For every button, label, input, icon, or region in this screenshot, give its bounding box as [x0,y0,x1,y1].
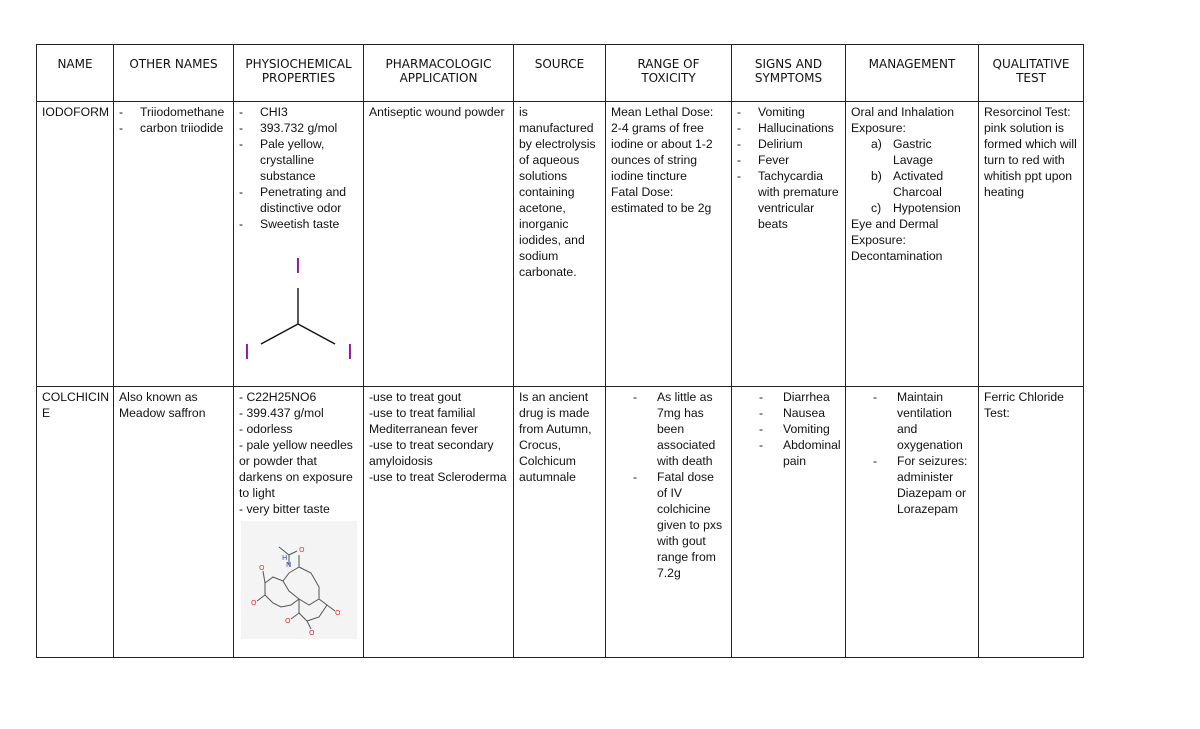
list-item [871,200,973,216]
list-item: - Delirium [737,136,840,152]
ring-bonds [265,567,319,607]
iodine-atom-label: I [295,254,301,278]
iodoform-signs-and-symptoms [732,102,846,387]
colchicine-range-of-toxicity [606,387,732,658]
pharma-line: -use to treat Scleroderma [369,470,507,484]
header-row [37,45,1084,102]
iodoform-range-of-toxicity [606,102,732,387]
colchicine-management-list [873,389,973,517]
list-item [871,168,973,200]
list-item: - CHI3 [239,104,358,120]
pharma-line: -use to treat secondary amyloidosis [369,438,494,468]
iodoform-management-list [851,136,973,216]
iodoform-row [37,102,1084,387]
list-marker: c) [871,201,882,215]
iodoform-name: IODOFORM [37,102,114,387]
list-marker: a) [871,137,882,151]
colchicine-name: COLCHICIN E [37,387,114,658]
iodoform-structure-diagram [239,246,363,366]
property-line: - odorless [239,422,293,436]
colchicine-source: Is an ancient drug is made from Autumn, Crocus, Colchicum autumnale [514,387,606,658]
list-item: - Pale yellow, crystalline substance [239,136,358,184]
oxygen-atom-label: O [299,546,305,554]
colchicine-pharmacologic-application [364,387,514,658]
list-item: - Vomiting [759,421,840,437]
bond-line [291,613,299,619]
header-pharmacologic-application: PHARMACOLOGIC APPLICATION [364,45,514,102]
toxicology-table [36,44,1084,658]
oxygen-atom-label: O [259,564,265,572]
property-line: - C22H25NO6 [239,390,317,404]
property-line: - 399.437 g/mol [239,406,324,420]
list-item: - Maintain ventilation and oxygenation [873,389,973,453]
list-item: - For seizures: administer Diazepam or Lorazepam [873,453,973,517]
oxygen-atom-label: O [335,609,341,617]
list-item-text: Hypotension [893,201,961,215]
oxygen-atom-label: O [285,617,291,625]
list-item: - carbon triiodide [119,120,228,136]
list-item-text: Activated Charcoal [893,169,944,199]
iodoform-properties-list [239,104,358,232]
list-item: - Fever [737,152,840,168]
list-item: - As little as 7mg has been associated with death [633,389,726,469]
toxicity-line: estimated to be 2g [611,201,712,215]
list-item: - 393.732 g/mol [239,120,358,136]
toxicity-line: 2-4 grams of free iodine or about 1-2 ounces of string iodine tincture [611,121,713,183]
colchicine-toxicity-list [633,389,726,581]
colchicine-qualitative-test: Ferric Chloride Test: [979,387,1084,658]
bond-line [283,573,289,581]
list-item: - Nausea [759,405,840,421]
iodoform-management [846,102,979,387]
pharma-line: -use to treat gout [369,390,462,404]
colchicine-row [37,387,1084,658]
list-item: - Diarrhea [759,389,840,405]
iodoform-properties [234,102,364,387]
header-name: NAME [37,45,114,102]
header-qualitative-test: QUALITATIVE TEST [979,45,1084,102]
list-item-text: Gastric Lavage [893,137,933,167]
list-item: - Sweetish taste [239,216,358,232]
header-range-of-toxicity: RANGE OF TOXICITY [606,45,732,102]
list-item: - Tachycardia with premature ventricular beats [737,168,840,232]
management-heading: Oral and Inhalation Exposure: [851,105,954,135]
header-other-names: OTHER NAMES [114,45,234,102]
colchicine-signs-list [759,389,840,469]
iodoform-other-names-list [119,104,228,136]
management-heading: Eye and Dermal Exposure: [851,217,939,247]
header-management: MANAGEMENT [846,45,979,102]
list-item [871,136,973,168]
bond-line [298,324,335,344]
colchicine-properties [234,387,364,658]
pharma-line: -use to treat familial Mediterranean fever [369,406,479,436]
toxicity-line: Mean Lethal Dose: [611,105,714,119]
list-item: - Triiodomethane [119,104,228,120]
property-line: - very bitter taste [239,502,330,516]
list-item: - Fatal dose of IV colchicine given to pxs with gout range from 7.2g [633,469,726,581]
colchicine-other-names: Also known as Meadow saffron [114,387,234,658]
iodine-atom-label: I [347,340,353,364]
oxygen-atom-label: O [309,629,315,637]
toxicity-line: Fatal Dose: [611,185,674,199]
header-source: SOURCE [514,45,606,102]
list-marker: b) [871,169,882,183]
colchicine-structure-diagram [241,521,357,639]
iodoform-pharmacologic-application: Antiseptic wound powder [364,102,514,387]
nitrogen-atom-label: N [286,561,292,569]
bond-line [257,595,265,601]
bond-line [261,324,298,344]
header-physiochemical-properties: PHYSIOCHEMICAL PROPERTIES [234,45,364,102]
list-item: - Vomiting [737,104,840,120]
iodoform-source: is manufactured by electrolysis of aqueous solutions containing acetone, inorganic iodides, and sodium carbonate. [514,102,606,387]
bond-line [263,571,265,583]
iodine-atom-label: I [244,340,250,364]
bond-line [327,605,335,611]
iodoform-qualitative-test: Resorcinol Test: pink solution is formed which will turn to red with whitish ppt upon heating [979,102,1084,387]
iodoform-signs-list [737,104,840,232]
list-item: - Hallucinations [737,120,840,136]
header-signs-and-symptoms: SIGNS AND SYMPTOMS [732,45,846,102]
colchicine-management [846,387,979,658]
hydrogen-atom-label: H [282,554,288,562]
iodoform-other-names [114,102,234,387]
colchicine-signs-and-symptoms [732,387,846,658]
bond-line [307,621,311,629]
management-text: Decontamination [851,249,943,263]
oxygen-atom-label: O [251,599,257,607]
list-item: - Abdominal pain [759,437,840,469]
property-line: - pale yellow needles or powder that darkens on exposure to light [239,438,353,500]
list-item: - Penetrating and distinctive odor [239,184,358,216]
